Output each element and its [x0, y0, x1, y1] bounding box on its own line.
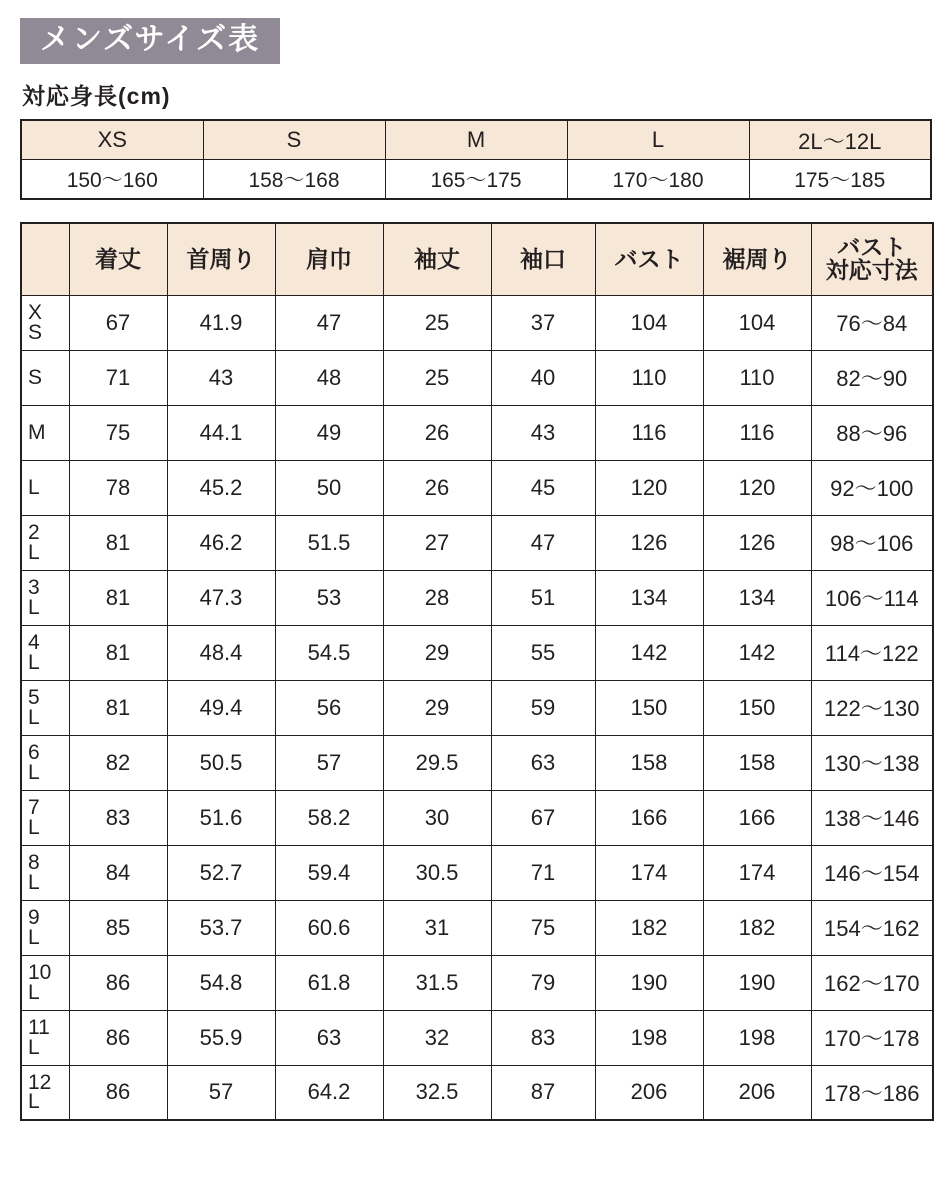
cell-bust-fit: 88〜96 — [811, 405, 933, 460]
row-size-bottom: L — [28, 870, 40, 894]
height-range-cell: 170〜180 — [567, 160, 749, 200]
row-size-label — [21, 295, 69, 350]
cell-bust-fit: 76〜84 — [811, 295, 933, 350]
cell-sodeguchi: 55 — [491, 625, 595, 680]
cell-kitake: 86 — [69, 1010, 167, 1065]
cell-kitake: 86 — [69, 955, 167, 1010]
cell-susomawari: 158 — [703, 735, 811, 790]
column-header-kubimawari: 首周り — [167, 223, 275, 295]
row-size-top: M — [28, 420, 46, 444]
row-size-top: 5 — [28, 686, 40, 710]
cell-sodetake: 26 — [383, 460, 491, 515]
row-size-bottom: L — [28, 925, 40, 949]
measurement-section — [20, 222, 926, 1121]
table-row — [21, 1010, 933, 1065]
table-row — [21, 295, 933, 350]
cell-katahaba: 60.6 — [275, 900, 383, 955]
cell-bust: 190 — [595, 955, 703, 1010]
cell-kitake: 82 — [69, 735, 167, 790]
row-size-label — [21, 1010, 69, 1065]
cell-katahaba: 47 — [275, 295, 383, 350]
cell-susomawari: 104 — [703, 295, 811, 350]
row-size-top: 10 — [28, 961, 52, 985]
cell-katahaba: 59.4 — [275, 845, 383, 900]
cell-susomawari: 190 — [703, 955, 811, 1010]
height-size-cell: M — [385, 120, 567, 160]
cell-bust: 150 — [595, 680, 703, 735]
cell-bust: 182 — [595, 900, 703, 955]
cell-katahaba: 58.2 — [275, 790, 383, 845]
cell-kitake: 86 — [69, 1065, 167, 1120]
cell-kitake: 84 — [69, 845, 167, 900]
row-size-label — [21, 515, 69, 570]
cell-sodetake: 25 — [383, 350, 491, 405]
measurement-table — [20, 222, 934, 1121]
cell-kubimawari: 53.7 — [167, 900, 275, 955]
cell-susomawari: 150 — [703, 680, 811, 735]
height-range-table — [20, 119, 932, 200]
cell-bust: 142 — [595, 625, 703, 680]
row-size-bottom: L — [28, 1035, 40, 1059]
column-header-sodeguchi: 袖口 — [491, 223, 595, 295]
row-size-bottom: L — [28, 650, 40, 674]
cell-kitake: 75 — [69, 405, 167, 460]
cell-sodeguchi: 59 — [491, 680, 595, 735]
table-row — [21, 625, 933, 680]
cell-kitake: 81 — [69, 570, 167, 625]
row-size-top: 9 — [28, 906, 40, 930]
cell-katahaba: 48 — [275, 350, 383, 405]
table-row — [21, 845, 933, 900]
row-size-label — [21, 735, 69, 790]
cell-kitake: 83 — [69, 790, 167, 845]
cell-katahaba: 57 — [275, 735, 383, 790]
row-size-label — [21, 900, 69, 955]
cell-sodetake: 30.5 — [383, 845, 491, 900]
measurement-body — [21, 295, 933, 1120]
table-row — [21, 955, 933, 1010]
row-size-label — [21, 350, 69, 405]
column-header-kitake: 着丈 — [69, 223, 167, 295]
row-size-label — [21, 790, 69, 845]
cell-sodeguchi: 67 — [491, 790, 595, 845]
cell-sodeguchi: 51 — [491, 570, 595, 625]
cell-susomawari: 116 — [703, 405, 811, 460]
column-header-bust: バスト — [595, 223, 703, 295]
height-range-cell: 165〜175 — [385, 160, 567, 200]
cell-susomawari: 174 — [703, 845, 811, 900]
cell-sodetake: 28 — [383, 570, 491, 625]
cell-bust-fit: 154〜162 — [811, 900, 933, 955]
table-row — [21, 570, 933, 625]
cell-kitake: 78 — [69, 460, 167, 515]
row-size-bottom: L — [28, 595, 40, 619]
row-size-top: 7 — [28, 796, 40, 820]
row-size-label — [21, 460, 69, 515]
cell-susomawari: 142 — [703, 625, 811, 680]
row-size-label — [21, 955, 69, 1010]
row-size-bottom: L — [28, 540, 40, 564]
height-table-value-row — [21, 160, 931, 200]
cell-sodeguchi: 45 — [491, 460, 595, 515]
cell-sodetake: 25 — [383, 295, 491, 350]
cell-bust: 104 — [595, 295, 703, 350]
bust-fit-line2: 対応寸法 — [825, 257, 918, 284]
row-size-bottom: S — [28, 320, 43, 344]
height-size-cell: L — [567, 120, 749, 160]
cell-kitake: 81 — [69, 625, 167, 680]
column-header-bust-fit — [811, 223, 933, 295]
row-size-label — [21, 625, 69, 680]
cell-katahaba: 56 — [275, 680, 383, 735]
cell-bust: 116 — [595, 405, 703, 460]
row-size-bottom: L — [28, 760, 40, 784]
cell-kubimawari: 48.4 — [167, 625, 275, 680]
cell-bust: 166 — [595, 790, 703, 845]
cell-katahaba: 51.5 — [275, 515, 383, 570]
table-row — [21, 790, 933, 845]
cell-bust: 134 — [595, 570, 703, 625]
cell-sodetake: 32.5 — [383, 1065, 491, 1120]
cell-katahaba: 54.5 — [275, 625, 383, 680]
cell-kitake: 81 — [69, 680, 167, 735]
cell-sodeguchi: 37 — [491, 295, 595, 350]
height-table-header-row — [21, 120, 931, 160]
table-row — [21, 1065, 933, 1120]
table-row — [21, 405, 933, 460]
table-row — [21, 735, 933, 790]
cell-sodeguchi: 79 — [491, 955, 595, 1010]
cell-kubimawari: 52.7 — [167, 845, 275, 900]
cell-bust: 174 — [595, 845, 703, 900]
cell-bust-fit: 106〜114 — [811, 570, 933, 625]
cell-susomawari: 198 — [703, 1010, 811, 1065]
cell-sodetake: 29.5 — [383, 735, 491, 790]
row-size-top: 11 — [28, 1016, 50, 1040]
cell-bust-fit: 162〜170 — [811, 955, 933, 1010]
row-size-bottom: L — [28, 1090, 40, 1114]
cell-susomawari: 182 — [703, 900, 811, 955]
cell-sodeguchi: 83 — [491, 1010, 595, 1065]
cell-sodeguchi: 71 — [491, 845, 595, 900]
row-size-top: S — [28, 365, 43, 389]
cell-bust-fit: 114〜122 — [811, 625, 933, 680]
cell-sodeguchi: 47 — [491, 515, 595, 570]
cell-kitake: 67 — [69, 295, 167, 350]
cell-kitake: 81 — [69, 515, 167, 570]
height-size-cell: S — [203, 120, 385, 160]
cell-kubimawari: 45.2 — [167, 460, 275, 515]
cell-sodetake: 26 — [383, 405, 491, 460]
page-title: メンズサイズ表 — [20, 18, 280, 64]
cell-susomawari: 120 — [703, 460, 811, 515]
cell-bust-fit: 122〜130 — [811, 680, 933, 735]
cell-kubimawari: 41.9 — [167, 295, 275, 350]
cell-susomawari: 166 — [703, 790, 811, 845]
cell-kubimawari: 50.5 — [167, 735, 275, 790]
row-size-label — [21, 405, 69, 460]
table-row — [21, 515, 933, 570]
cell-bust-fit: 130〜138 — [811, 735, 933, 790]
row-size-top: 3 — [28, 576, 40, 600]
row-size-bottom: L — [28, 815, 40, 839]
height-size-cell: 2L〜12L — [749, 120, 931, 160]
cell-kitake: 71 — [69, 350, 167, 405]
cell-kubimawari: 51.6 — [167, 790, 275, 845]
cell-kubimawari: 57 — [167, 1065, 275, 1120]
column-header-sodetake: 袖丈 — [383, 223, 491, 295]
height-range-cell: 150〜160 — [21, 160, 203, 200]
cell-bust-fit: 92〜100 — [811, 460, 933, 515]
cell-sodeguchi: 87 — [491, 1065, 595, 1120]
column-header-katahaba: 肩巾 — [275, 223, 383, 295]
cell-sodeguchi: 75 — [491, 900, 595, 955]
cell-sodetake: 32 — [383, 1010, 491, 1065]
column-header-susomawari: 裾周り — [703, 223, 811, 295]
row-size-bottom: L — [28, 980, 40, 1004]
cell-bust-fit: 138〜146 — [811, 790, 933, 845]
row-size-top: 2 — [28, 521, 40, 545]
cell-bust: 120 — [595, 460, 703, 515]
measurement-header-row — [21, 223, 933, 295]
height-range-cell: 175〜185 — [749, 160, 931, 200]
cell-kubimawari: 54.8 — [167, 955, 275, 1010]
cell-sodeguchi: 40 — [491, 350, 595, 405]
cell-bust: 206 — [595, 1065, 703, 1120]
row-size-top: L — [28, 475, 40, 499]
row-size-bottom: L — [28, 705, 40, 729]
cell-kubimawari: 55.9 — [167, 1010, 275, 1065]
bust-fit-line1: バスト — [837, 234, 907, 261]
cell-bust: 110 — [595, 350, 703, 405]
cell-sodeguchi: 63 — [491, 735, 595, 790]
row-size-top: 6 — [28, 741, 40, 765]
cell-bust-fit: 178〜186 — [811, 1065, 933, 1120]
cell-susomawari: 206 — [703, 1065, 811, 1120]
table-row — [21, 460, 933, 515]
cell-kubimawari: 47.3 — [167, 570, 275, 625]
cell-bust-fit: 146〜154 — [811, 845, 933, 900]
cell-sodetake: 29 — [383, 625, 491, 680]
cell-kubimawari: 43 — [167, 350, 275, 405]
row-size-top: X — [28, 301, 43, 325]
row-size-top: 8 — [28, 851, 40, 875]
cell-sodetake: 29 — [383, 680, 491, 735]
cell-sodetake: 31.5 — [383, 955, 491, 1010]
cell-kubimawari: 44.1 — [167, 405, 275, 460]
table-row — [21, 350, 933, 405]
cell-sodetake: 31 — [383, 900, 491, 955]
row-size-top: 12 — [28, 1070, 52, 1094]
cell-katahaba: 61.8 — [275, 955, 383, 1010]
cell-sodeguchi: 43 — [491, 405, 595, 460]
cell-sodetake: 27 — [383, 515, 491, 570]
cell-katahaba: 53 — [275, 570, 383, 625]
height-section-label: 対応身長(cm) — [22, 83, 171, 109]
height-size-cell: XS — [21, 120, 203, 160]
row-size-label — [21, 1065, 69, 1120]
cell-sodetake: 30 — [383, 790, 491, 845]
cell-kitake: 85 — [69, 900, 167, 955]
cell-susomawari: 134 — [703, 570, 811, 625]
corner-cell — [21, 223, 69, 295]
cell-bust-fit: 98〜106 — [811, 515, 933, 570]
cell-bust-fit: 82〜90 — [811, 350, 933, 405]
cell-kubimawari: 49.4 — [167, 680, 275, 735]
cell-bust-fit: 170〜178 — [811, 1010, 933, 1065]
cell-susomawari: 126 — [703, 515, 811, 570]
row-size-label — [21, 680, 69, 735]
cell-bust: 198 — [595, 1010, 703, 1065]
cell-bust: 126 — [595, 515, 703, 570]
cell-bust: 158 — [595, 735, 703, 790]
cell-susomawari: 110 — [703, 350, 811, 405]
cell-katahaba: 49 — [275, 405, 383, 460]
table-row — [21, 680, 933, 735]
row-size-label — [21, 570, 69, 625]
table-row — [21, 900, 933, 955]
cell-katahaba: 63 — [275, 1010, 383, 1065]
cell-katahaba: 64.2 — [275, 1065, 383, 1120]
cell-katahaba: 50 — [275, 460, 383, 515]
height-range-cell: 158〜168 — [203, 160, 385, 200]
row-size-label — [21, 845, 69, 900]
row-size-top: 4 — [28, 631, 40, 655]
cell-kubimawari: 46.2 — [167, 515, 275, 570]
